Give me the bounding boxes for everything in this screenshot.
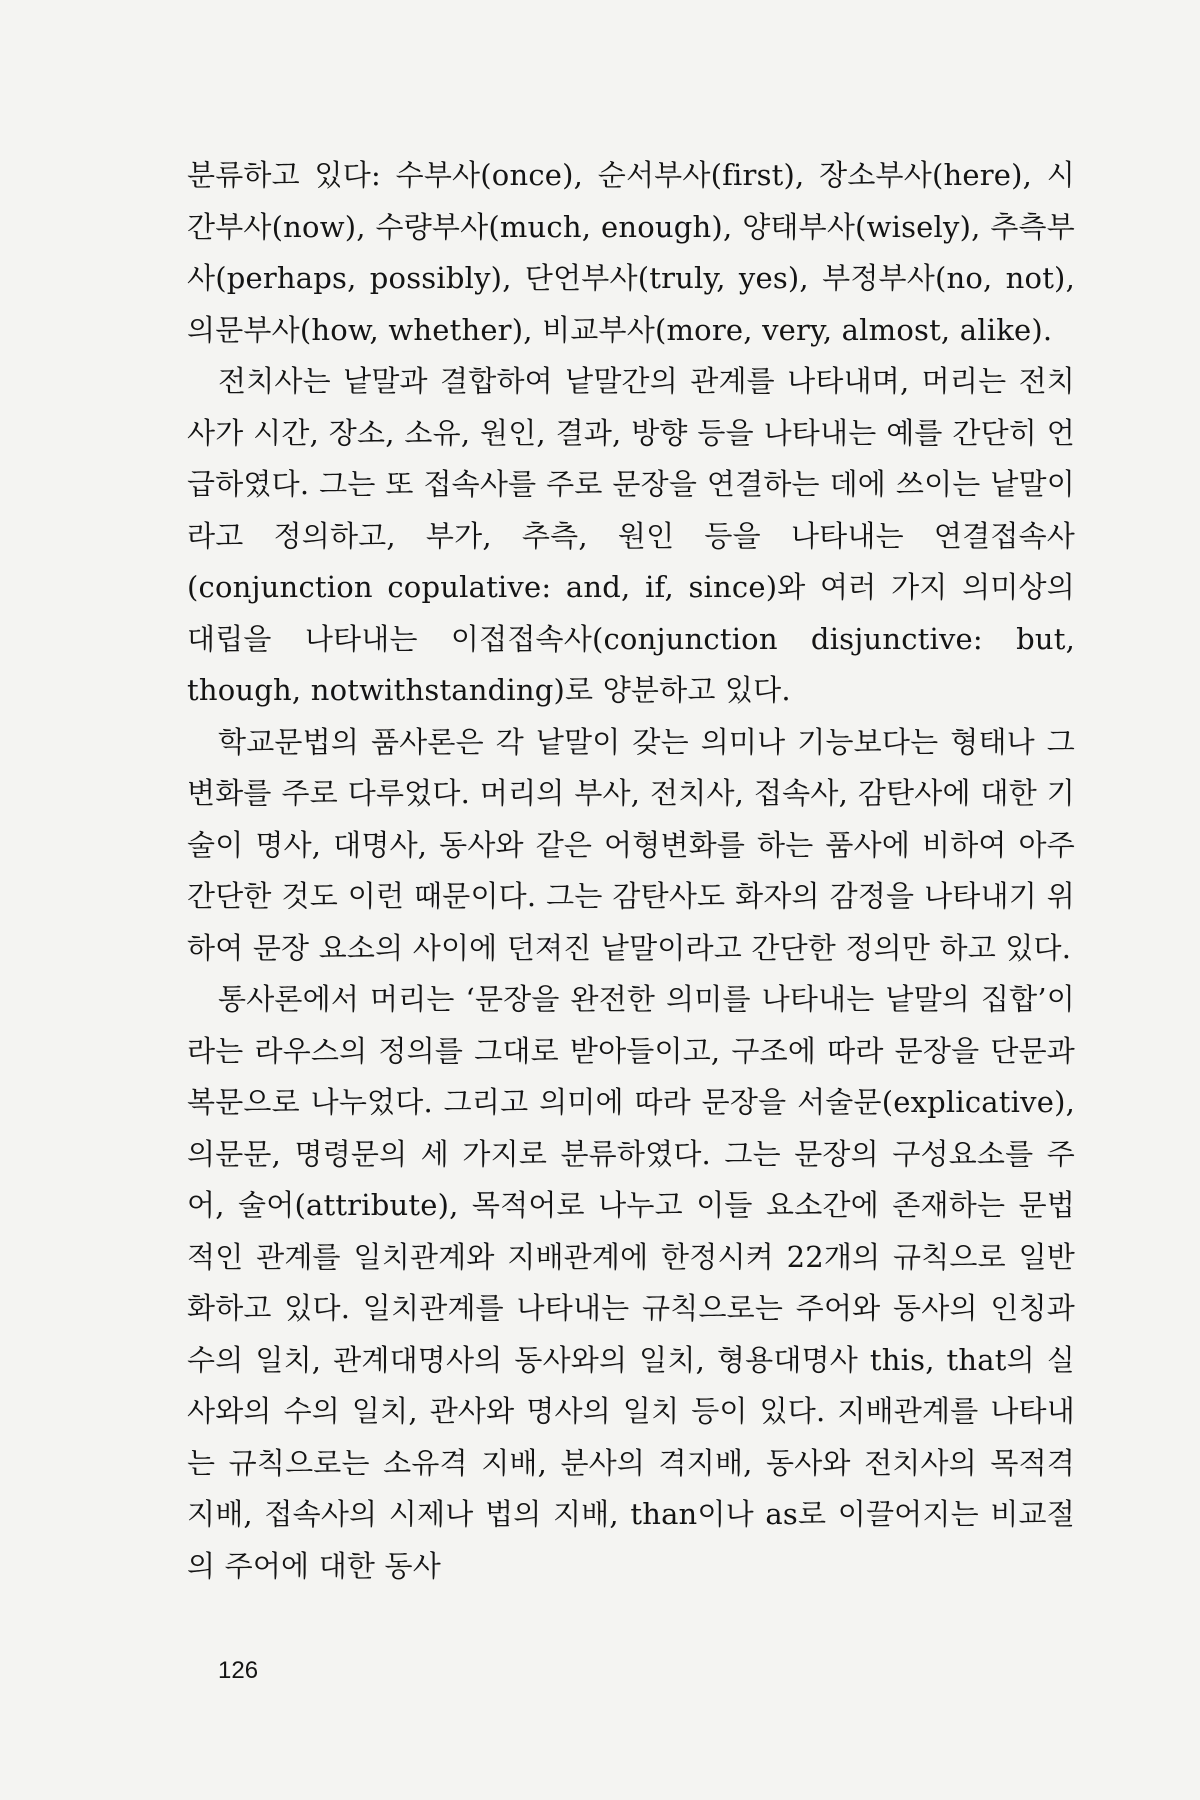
paragraph-syntax: 통사론에서 머리는 ‘문장을 완전한 의미를 나타내는 낱말의 집합’이라는 라우스의 정의를 그대로 받아들이고, 구조에 따라 문장을 단문과 복문으로 나누었다. 그리고 의미에 따라 문장을 서술문(explicative), 의문문, 명령문의 세 가지로 분류하였다. 그는 문장의 구성요소를 주어, 술어(attribute), 목적어로 나누고 이들 요소간에 존재하는 문법적인 관계를 일치관계와 지배관계에 한정시켜 22개의 규칙으로 일반화하고 있다. 일치관계를 나타내는 규칙으로는 주어와 동사의 인칭과 수의 일치, 관계대명사의 동사와의 일치, 형용대명사 this, that의 실사와의 수의 일치, 관사와 명사의 일치 등이 있다. 지배관계를 나타내는 규칙으로는 소유격 지배, 분사의 격지배, 동사와 전치사의 목적격 지배, 접속사의 시제나 법의 지배, than이나 as로 이끌어지는 비교절의 주어에 대한 동사 (187, 982, 1075, 1583)
page-number: 126 (218, 1657, 259, 1684)
paragraph-adverb-classification: 분류하고 있다: 수부사(once), 순서부사(first), 장소부사(here), 시간부사(now), 수량부사(much, enough), 양태부사(wisely), 추측부사(perhaps, possibly), 단언부사(truly, yes), 부정부사(no, not), 의문부사(how, whether), 비교부사(more, very, almost, alike). (187, 158, 1075, 347)
paragraph-school-grammar: 학교문법의 품사론은 각 낱말이 갖는 의미나 기능보다는 형태나 그 변화를 주로 다루었다. 머리의 부사, 전치사, 접속사, 감탄사에 대한 기술이 명사, 대명사, 동사와 같은 어형변화를 하는 품사에 비하여 아주 간단한 것도 이런 때문이다. 그는 감탄사도 화자의 감정을 나타내기 위하여 문장 요소의 사이에 던져진 낱말이라고 간단한 정의만 하고 있다. (187, 724, 1075, 965)
body-text (187, 150, 1075, 1592)
paragraph-prepositions-conjunctions: 전치사는 낱말과 결합하여 낱말간의 관계를 나타내며, 머리는 전치사가 시간, 장소, 소유, 원인, 결과, 방향 등을 나타내는 예를 간단히 언급하였다. 그는 또 접속사를 주로 문장을 연결하는 데에 쓰이는 낱말이라고 정의하고, 부가, 추측, 원인 등을 나타내는 연결접속사(conjunction copulative: and, if, since)와 여러 가지 의미상의 대립을 나타내는 이접접속사(conjunction disjunctive: but, though, notwithstanding)로 양분하고 있다. (187, 364, 1075, 707)
